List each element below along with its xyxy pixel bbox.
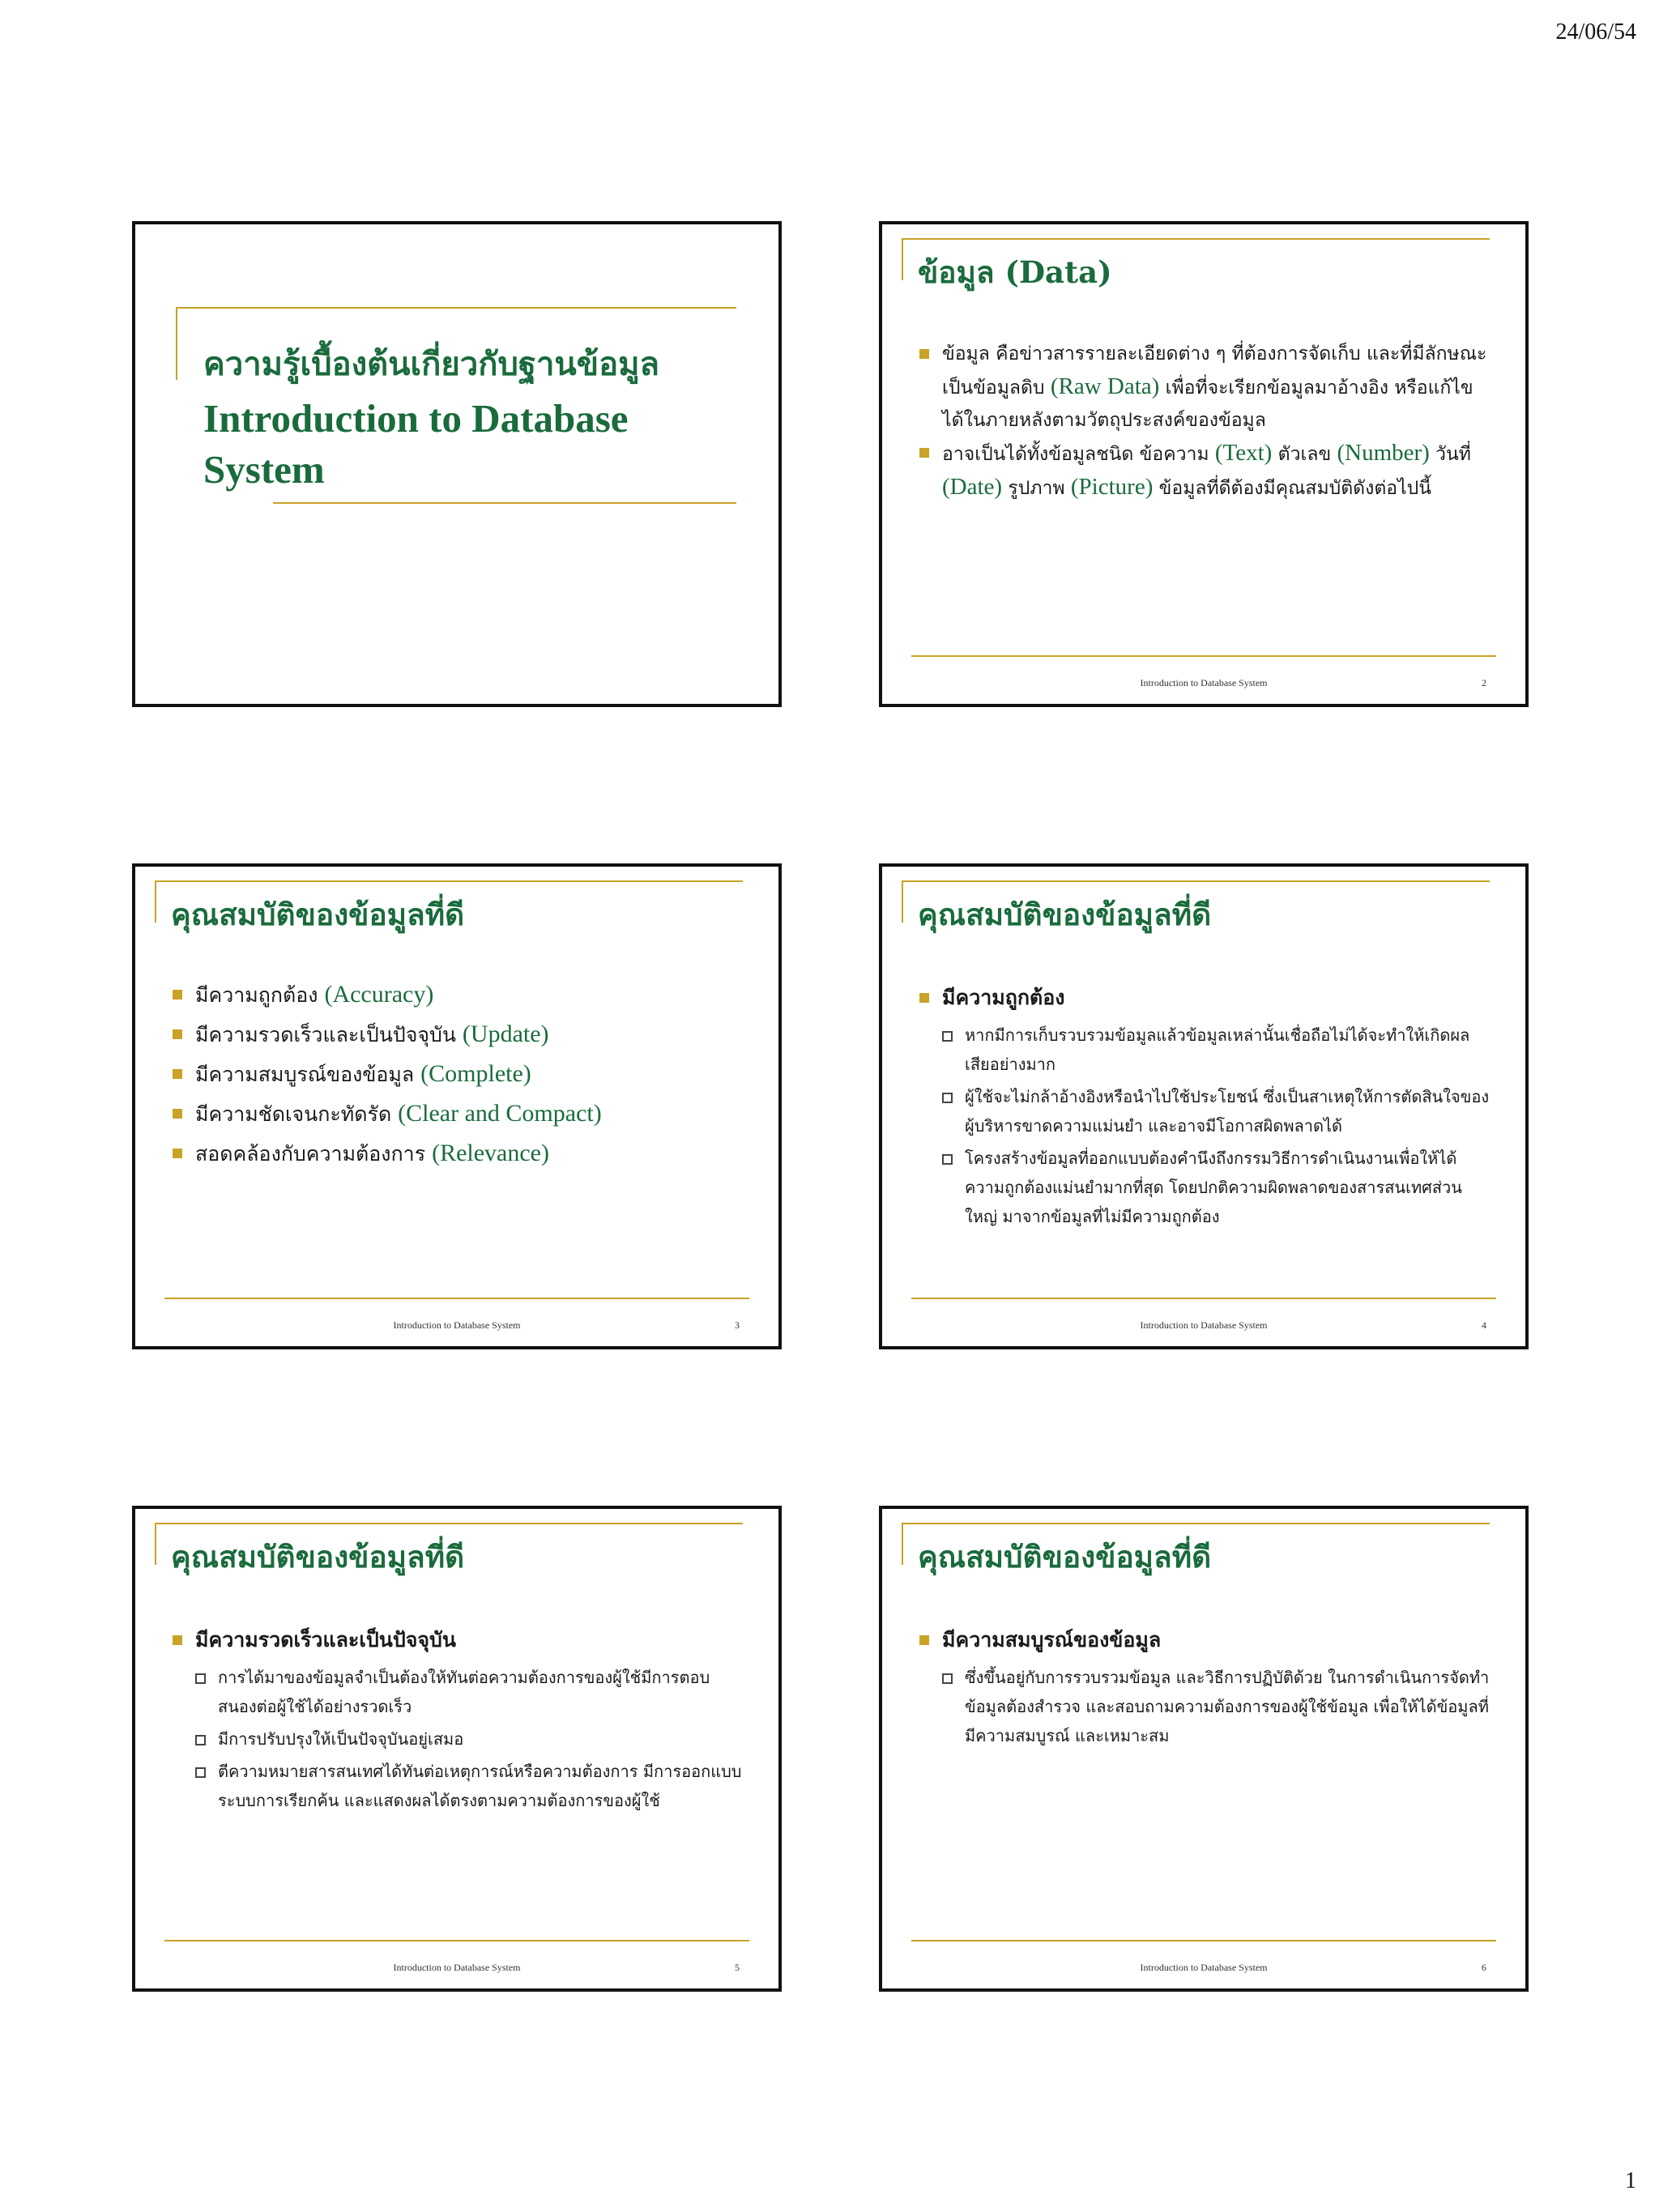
slide-title: คุณสมบัติของข้อมูลที่ดี [171,1539,465,1575]
sub-bullet-item: โครงสร้างข้อมูลที่ออกแบบต้องคำนึงถึงกรรมวิธีการดำเนินงานเพื่อให้ได้ความถูกต้องแม่นยำมากที่สุด โดยปกติความผิดพลาดของสารสนเทศส่วนใหญ่ มาจากข้อมูลที่ไม่มีความถูกต้อง [942,1144,1493,1231]
slide-title-thai: ความรู้เบื้องต้นเกี่ยวกับฐานข้อมูล [203,345,659,383]
sub-bullet-item: ซึ่งขึ้นอยู่กับการรวบรวมข้อมูล และวิธีการปฏิบัติด้วย ในการดำเนินการจัดทำข้อมูลต้องสำรวจ และสอบถามความต้องการของผู้ใช้ข้อมูล เพื่อให้ได้ข้อมูลที่มีความสมบูรณ์ และเหมาะสม [942,1663,1493,1750]
header-corner [155,1523,169,1565]
title-top-rule [176,307,736,309]
header-corner [902,880,916,923]
slide-number: 5 [735,1962,740,1973]
header-corner [902,238,916,280]
header-rule [902,880,1490,882]
bullet-item: มีความชัดเจนกะทัดรัด (Clear and Compact) [171,1099,746,1129]
slide-title: คุณสมบัติของข้อมูลที่ดี [171,897,465,932]
slide-6 [879,1506,1529,1992]
slide-number: 3 [735,1319,740,1331]
bullet-item [171,1622,746,1815]
slide-3 [132,863,782,1349]
page-number: 1 [1625,2168,1636,2193]
slide-number: 6 [1482,1962,1486,1973]
slide-footer: Introduction to Database System [1140,1319,1268,1331]
bullet-heading: มีความรวดเร็วและเป็นปัจจุบัน [195,1628,456,1652]
header-rule [155,880,743,882]
bullet-item [918,1622,1493,1750]
slide-footer: Introduction to Database System [1140,1962,1268,1973]
page-date: 24/06/54 [1555,19,1636,45]
bullet-item: มีความสมบูรณ์ของข้อมูล (Complete) [171,1059,746,1089]
slide-content [918,338,1493,505]
title-corner-rule [176,307,192,380]
slide-content [918,980,1493,1234]
bullet-heading: มีความสมบูรณ์ของข้อมูล [942,1628,1162,1652]
footer-rule [911,1940,1496,1941]
slide-number: 2 [1482,677,1486,688]
bullet-item: มีความถูกต้อง (Accuracy) [171,980,746,1010]
sub-bullet-item: ผู้ใช้จะไม่กล้าอ้างอิงหรือนำไปใช้ประโยชน์ ซึ่งเป็นสาเหตุให้การตัดสินใจของผู้บริหารขาดความแม่นยำ และอาจมีโอกาสผิดพลาดได้ [942,1082,1493,1140]
bullet-item: มีความรวดเร็วและเป็นปัจจุบัน (Update) [171,1020,746,1050]
footer-rule [911,1298,1496,1299]
slide-title-english: Introduction to Database System [203,396,629,492]
bullet-item: ข้อมูล คือข่าวสารรายละเอียดต่าง ๆ ที่ต้องการจัดเก็บ และที่มีลักษณะเป็นข้อมูลดิบ (Raw Data) เพื่อที่จะเรียกข้อมูลมาอ้างอิง หรือแก้ไขได้ในภายหลังตามวัตถุประสงค์ของข้อมูล [918,338,1493,437]
header-rule [902,238,1490,240]
slide-content [171,1622,746,1818]
slide-title: ข้อมูล (Data) [918,254,1112,290]
slide-content [918,1622,1493,1754]
sub-bullet-item: การได้มาของข้อมูลจำเป็นต้องให้ทันต่อความต้องการของผู้ใช้มีการตอบสนองต่อผู้ใช้ได้อย่างรวดเร็ว [195,1663,746,1721]
slide-title: คุณสมบัติของข้อมูลที่ดี [918,1539,1212,1575]
slide-footer: Introduction to Database System [1140,677,1268,688]
footer-rule [911,655,1496,657]
bullet-item [918,980,1493,1231]
footer-rule [164,1298,749,1299]
slide-4 [879,863,1529,1349]
title-bottom-rule [273,502,736,504]
slide-2 [879,221,1529,707]
header-rule [902,1523,1490,1524]
bullet-item: สอดคล้องกับความต้องการ (Relevance) [171,1139,746,1169]
slide-1 [132,221,782,707]
header-corner [155,880,169,923]
slide-content [171,980,746,1178]
slide-5 [132,1506,782,1992]
slide-title: คุณสมบัติของข้อมูลที่ดี [918,897,1212,932]
footer-rule [164,1940,749,1941]
bullet-item: อาจเป็นได้ทั้งข้อมูลชนิด ข้อความ (Text) ตัวเลข (Number) วันที่ (Date) รูปภาพ (Picture) ข้อมูลที่ดีต้องมีคุณสมบัติดังต่อไปนี้ [918,437,1493,505]
sub-bullet-item: ตีความหมายสารสนเทศได้ทันต่อเหตุการณ์หรือความต้องการ มีการออกแบบระบบการเรียกค้น และแสดงผลได้ตรงตามความต้องการของผู้ใช้ [195,1757,746,1815]
slide-number: 4 [1482,1319,1486,1331]
sub-bullet-item: มีการปรับปรุงให้เป็นปัจจุบันอยู่เสมอ [195,1724,746,1754]
bullet-heading: มีความถูกต้อง [942,986,1065,1009]
header-corner [902,1523,916,1565]
header-rule [155,1523,743,1524]
slide-footer: Introduction to Database System [393,1319,521,1331]
slide-footer: Introduction to Database System [393,1962,521,1973]
sub-bullet-item: หากมีการเก็บรวบรวมข้อมูลแล้วข้อมูลเหล่านั้นเชื่อถือไม่ได้จะทำให้เกิดผลเสียอย่างมาก [942,1021,1493,1079]
